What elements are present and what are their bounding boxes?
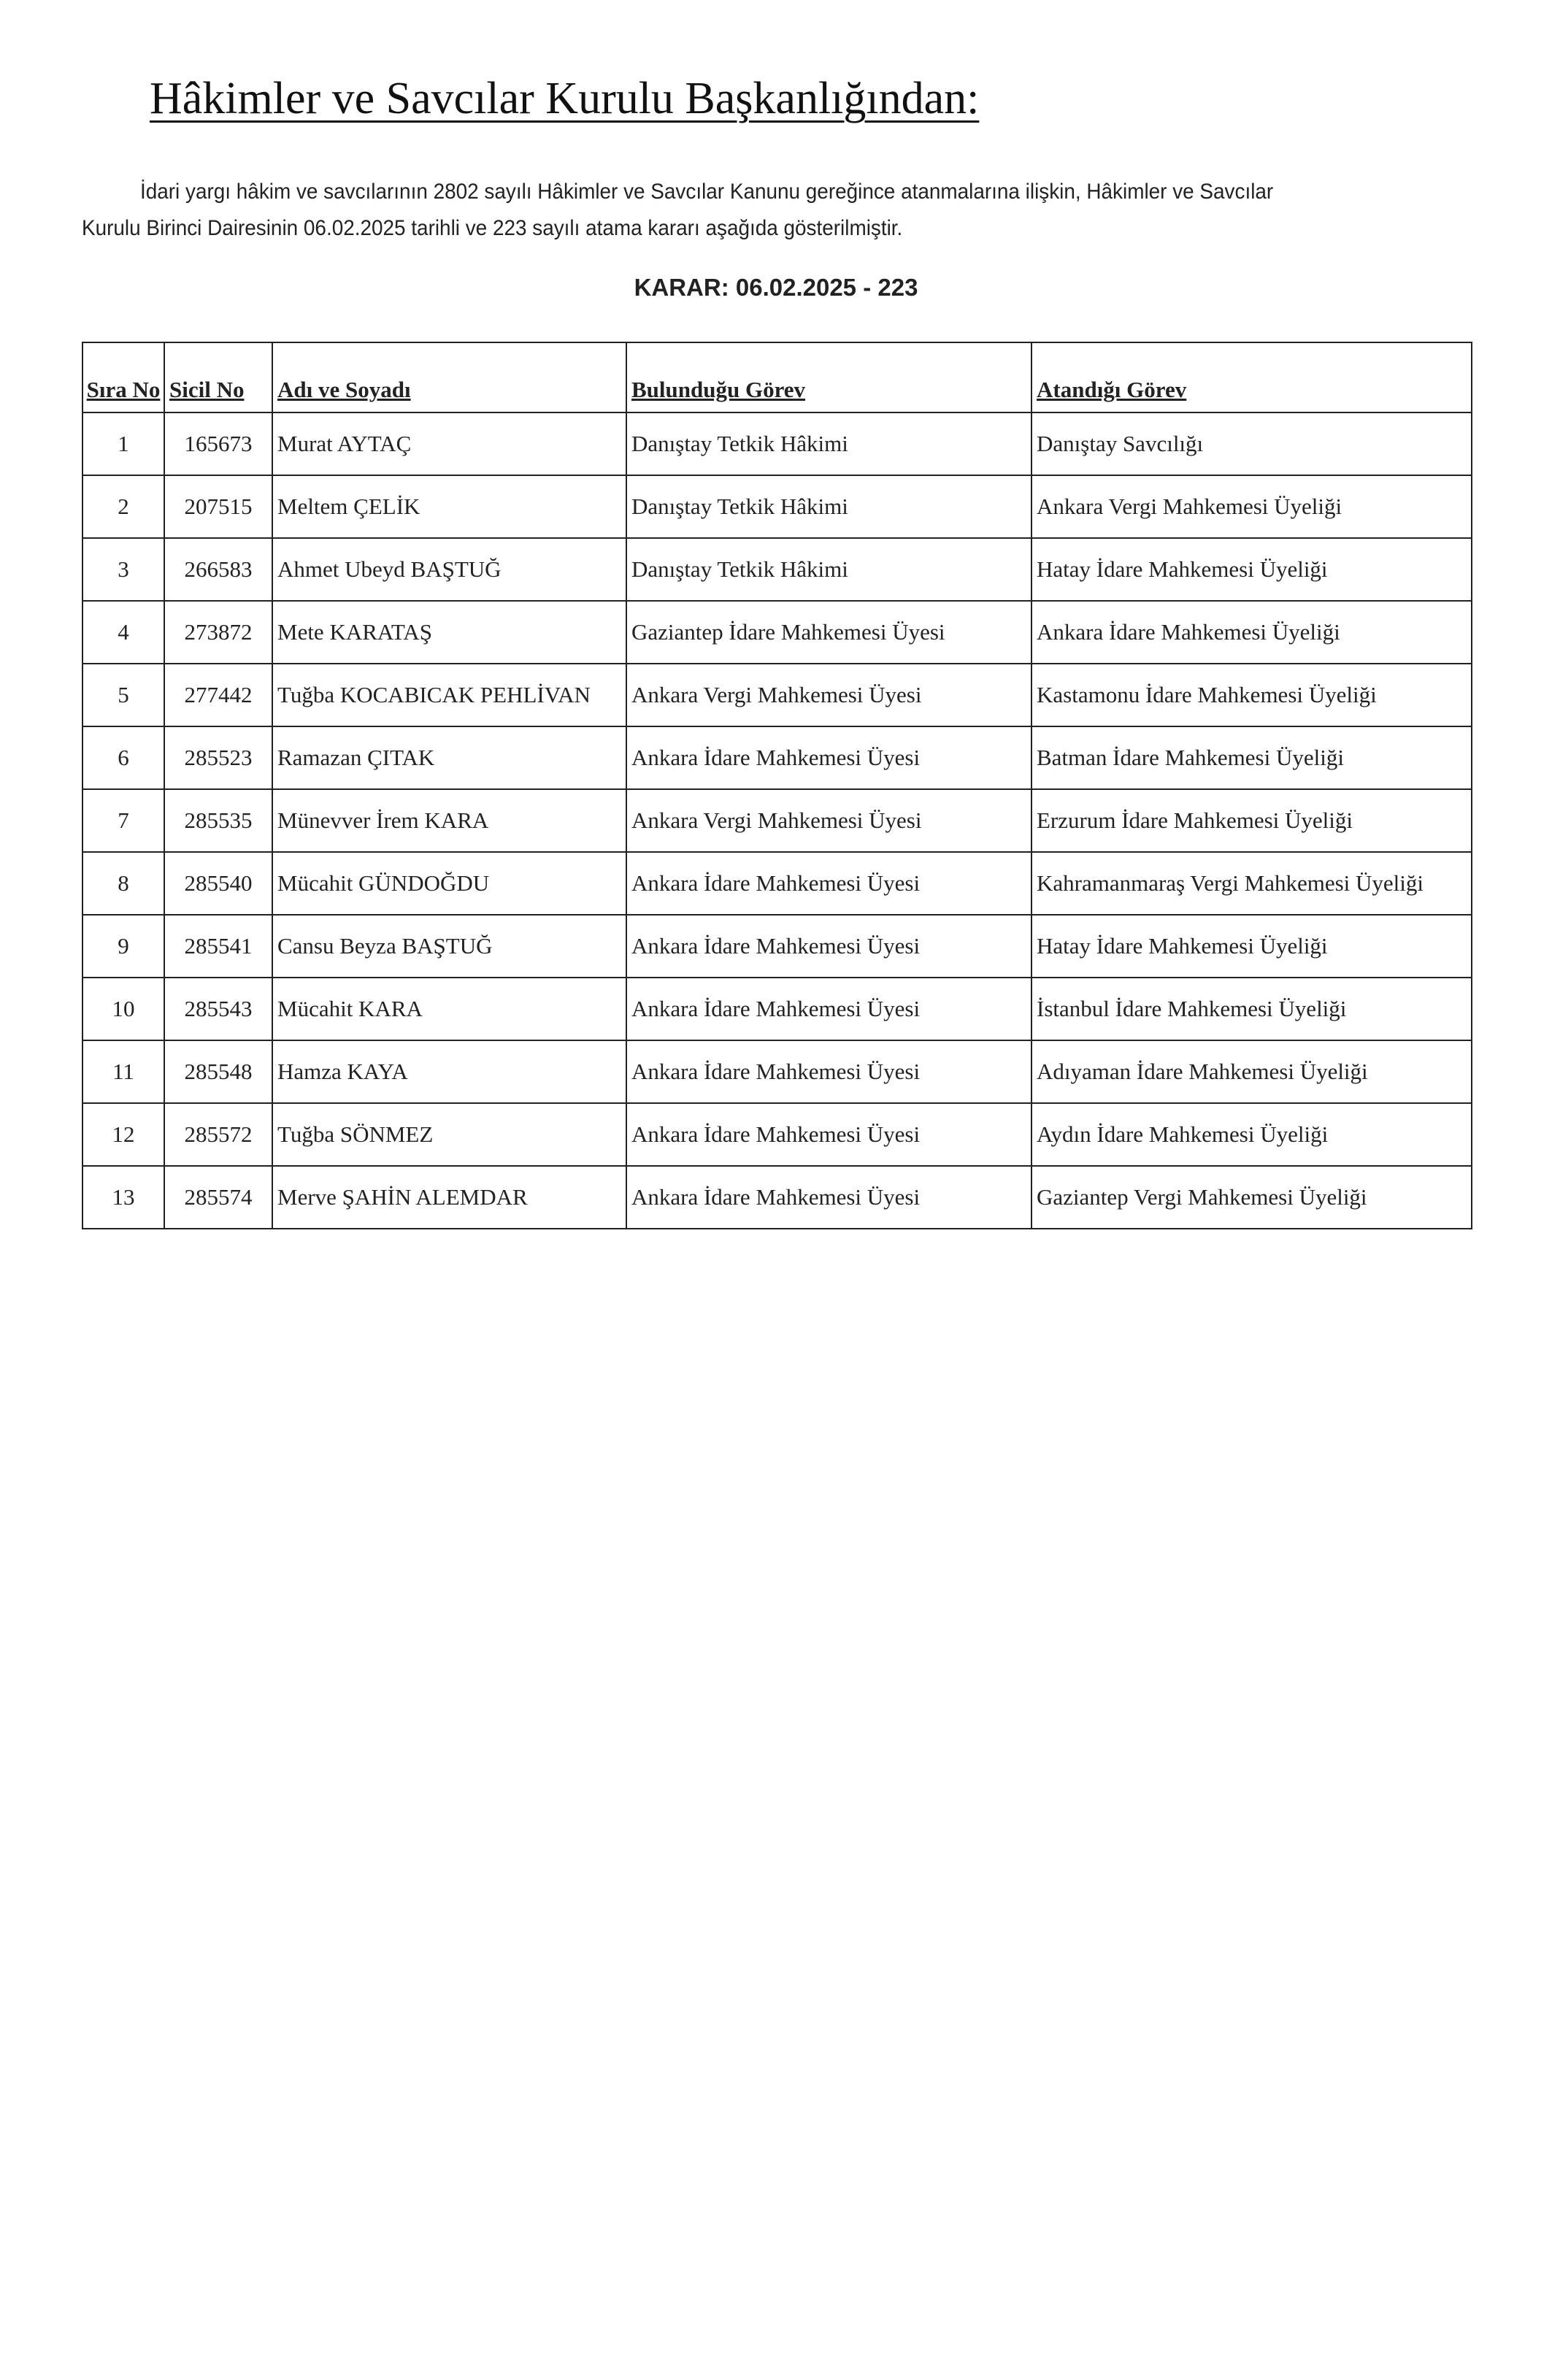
cell-bulundugu-gorev: Ankara Vergi Mahkemesi Üyesi	[626, 664, 1032, 726]
cell-adi-soyadi: Cansu Beyza BAŞTUĞ	[272, 915, 626, 978]
cell-adi-soyadi: Hamza KAYA	[272, 1040, 626, 1103]
intro-line-2: Kurulu Birinci Dairesinin 06.02.2025 tarihli ve 223 sayılı atama kararı aşağıda gösterilmiştir.	[82, 216, 903, 240]
header-bulundugu-gorev: Bulunduğu Görev	[626, 342, 1032, 412]
cell-adi-soyadi: Münevver İrem KARA	[272, 789, 626, 852]
header-adi-soyadi: Adı ve Soyadı	[272, 342, 626, 412]
cell-atandigi-gorev: Erzurum İdare Mahkemesi Üyeliği	[1032, 789, 1472, 852]
table-row	[82, 1166, 1472, 1229]
cell-sira-no: 11	[82, 1040, 164, 1103]
cell-atandigi-gorev: Kahramanmaraş Vergi Mahkemesi Üyeliği	[1032, 852, 1472, 915]
cell-atandigi-gorev: Kastamonu İdare Mahkemesi Üyeliği	[1032, 664, 1472, 726]
cell-atandigi-gorev: Ankara İdare Mahkemesi Üyeliği	[1032, 601, 1472, 664]
cell-atandigi-gorev: Batman İdare Mahkemesi Üyeliği	[1032, 726, 1472, 789]
cell-bulundugu-gorev: Ankara Vergi Mahkemesi Üyesi	[626, 789, 1032, 852]
cell-sicil-no: 285540	[164, 852, 272, 915]
cell-sira-no: 3	[82, 538, 164, 601]
intro-line-1: İdari yargı hâkim ve savcılarının 2802 sayılı Hâkimler ve Savcılar Kanunu gereğince atanmalarına ilişkin, Hâkimler ve Savcılar	[139, 180, 1274, 204]
assignment-table	[82, 342, 1472, 1229]
cell-sicil-no: 277442	[164, 664, 272, 726]
cell-sicil-no: 285541	[164, 915, 272, 978]
cell-sira-no: 12	[82, 1103, 164, 1166]
cell-bulundugu-gorev: Ankara İdare Mahkemesi Üyesi	[626, 1103, 1032, 1166]
table-row	[82, 664, 1472, 726]
cell-sicil-no: 165673	[164, 412, 272, 475]
cell-bulundugu-gorev: Ankara İdare Mahkemesi Üyesi	[626, 852, 1032, 915]
cell-adi-soyadi: Merve ŞAHİN ALEMDAR	[272, 1166, 626, 1229]
cell-bulundugu-gorev: Danıştay Tetkik Hâkimi	[626, 412, 1032, 475]
cell-sicil-no: 285535	[164, 789, 272, 852]
cell-sicil-no: 285572	[164, 1103, 272, 1166]
page-title: Hâkimler ve Savcılar Kurulu Başkanlığından:	[150, 74, 980, 123]
table-row	[82, 915, 1472, 978]
cell-sira-no: 2	[82, 475, 164, 538]
cell-sicil-no: 285523	[164, 726, 272, 789]
table-row	[82, 601, 1472, 664]
cell-sira-no: 6	[82, 726, 164, 789]
cell-atandigi-gorev: Ankara Vergi Mahkemesi Üyeliği	[1032, 475, 1472, 538]
cell-sira-no: 7	[82, 789, 164, 852]
cell-sicil-no: 285574	[164, 1166, 272, 1229]
cell-atandigi-gorev: Gaziantep Vergi Mahkemesi Üyeliği	[1032, 1166, 1472, 1229]
cell-sicil-no: 273872	[164, 601, 272, 664]
cell-adi-soyadi: Mücahit GÜNDOĞDU	[272, 852, 626, 915]
cell-adi-soyadi: Ahmet Ubeyd BAŞTUĞ	[272, 538, 626, 601]
cell-adi-soyadi: Mete KARATAŞ	[272, 601, 626, 664]
cell-atandigi-gorev: Danıştay Savcılığı	[1032, 412, 1472, 475]
cell-bulundugu-gorev: Ankara İdare Mahkemesi Üyesi	[626, 726, 1032, 789]
cell-sira-no: 10	[82, 978, 164, 1040]
cell-bulundugu-gorev: Ankara İdare Mahkemesi Üyesi	[626, 915, 1032, 978]
decision-heading: KARAR: 06.02.2025 - 223	[634, 274, 918, 301]
table-row	[82, 726, 1472, 789]
cell-bulundugu-gorev: Gaziantep İdare Mahkemesi Üyesi	[626, 601, 1032, 664]
cell-sira-no: 8	[82, 852, 164, 915]
cell-adi-soyadi: Tuğba SÖNMEZ	[272, 1103, 626, 1166]
cell-atandigi-gorev: Aydın İdare Mahkemesi Üyeliği	[1032, 1103, 1472, 1166]
table-row	[82, 412, 1472, 475]
cell-sicil-no: 266583	[164, 538, 272, 601]
table-row	[82, 538, 1472, 601]
cell-atandigi-gorev: Hatay İdare Mahkemesi Üyeliği	[1032, 915, 1472, 978]
table-row	[82, 789, 1472, 852]
header-sira-no: Sıra No	[82, 342, 164, 412]
cell-adi-soyadi: Tuğba KOCABICAK PEHLİVAN	[272, 664, 626, 726]
cell-bulundugu-gorev: Ankara İdare Mahkemesi Üyesi	[626, 1166, 1032, 1229]
cell-bulundugu-gorev: Ankara İdare Mahkemesi Üyesi	[626, 978, 1032, 1040]
cell-adi-soyadi: Ramazan ÇITAK	[272, 726, 626, 789]
cell-atandigi-gorev: İstanbul İdare Mahkemesi Üyeliği	[1032, 978, 1472, 1040]
cell-sira-no: 9	[82, 915, 164, 978]
table-row	[82, 852, 1472, 915]
intro-paragraph	[82, 174, 1372, 247]
header-sicil-no: Sicil No	[164, 342, 272, 412]
cell-adi-soyadi: Murat AYTAÇ	[272, 412, 626, 475]
cell-bulundugu-gorev: Danıştay Tetkik Hâkimi	[626, 538, 1032, 601]
header-atandigi-gorev: Atandığı Görev	[1032, 342, 1472, 412]
cell-atandigi-gorev: Hatay İdare Mahkemesi Üyeliği	[1032, 538, 1472, 601]
cell-bulundugu-gorev: Ankara İdare Mahkemesi Üyesi	[626, 1040, 1032, 1103]
table-row	[82, 978, 1472, 1040]
cell-adi-soyadi: Mücahit KARA	[272, 978, 626, 1040]
cell-sicil-no: 285548	[164, 1040, 272, 1103]
table-row	[82, 1103, 1472, 1166]
cell-sicil-no: 207515	[164, 475, 272, 538]
cell-sira-no: 5	[82, 664, 164, 726]
cell-bulundugu-gorev: Danıştay Tetkik Hâkimi	[626, 475, 1032, 538]
table-header-row	[82, 342, 1472, 412]
cell-sira-no: 13	[82, 1166, 164, 1229]
cell-atandigi-gorev: Adıyaman İdare Mahkemesi Üyeliği	[1032, 1040, 1472, 1103]
table-row	[82, 1040, 1472, 1103]
cell-sira-no: 4	[82, 601, 164, 664]
table-row	[82, 475, 1472, 538]
cell-sicil-no: 285543	[164, 978, 272, 1040]
cell-adi-soyadi: Meltem ÇELİK	[272, 475, 626, 538]
cell-sira-no: 1	[82, 412, 164, 475]
